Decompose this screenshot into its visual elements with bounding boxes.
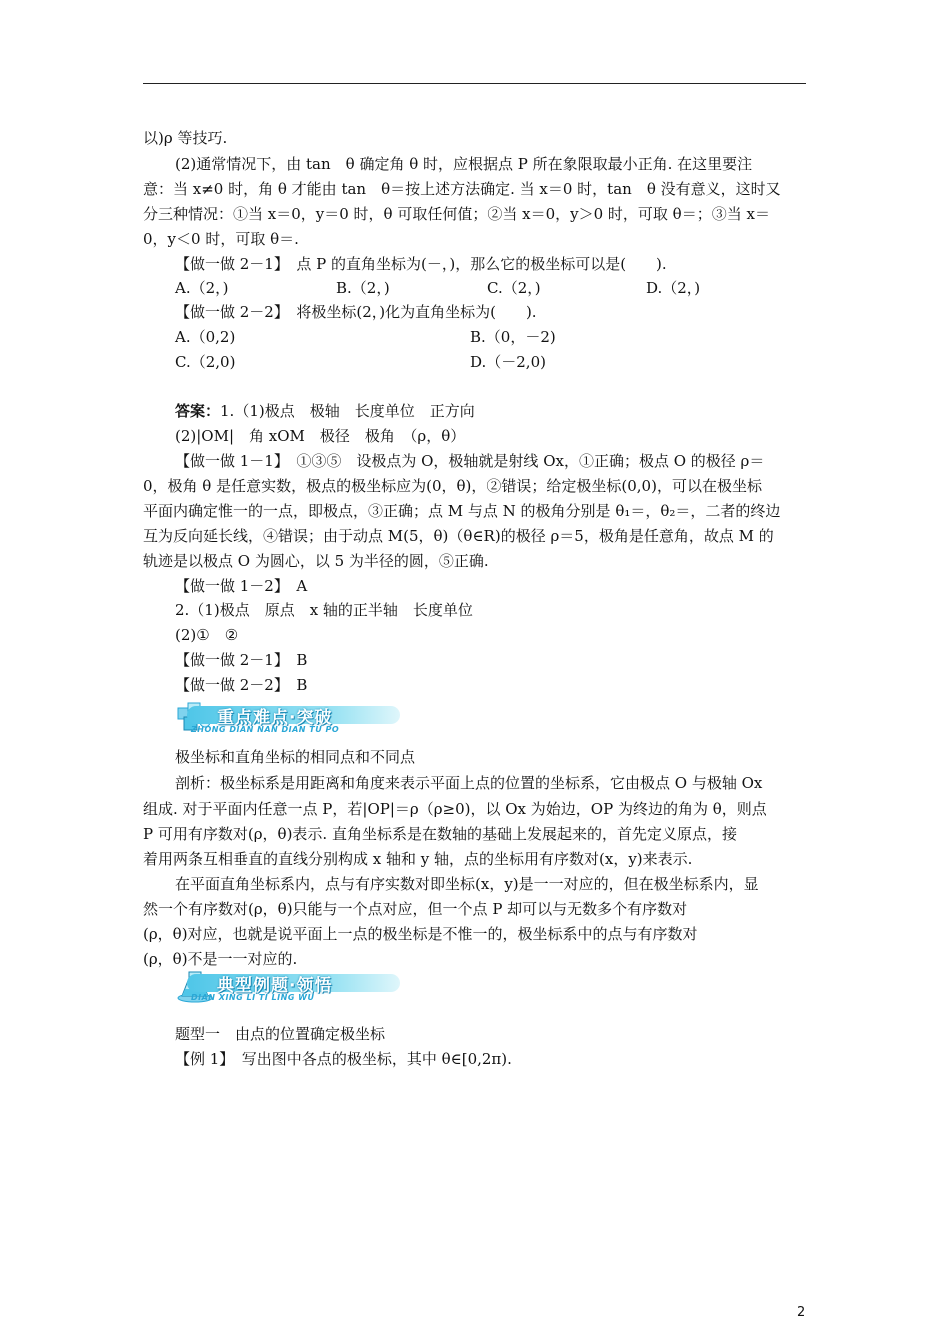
- option-d: D.（－2,0): [470, 353, 546, 371]
- text-line: 互为反向延长线，④错误；由于动点 M(5，θ)（θ∈R)的极径 ρ＝5，极角是任意角，故点 M 的: [143, 527, 774, 545]
- banner-subtitle: DIAN XING LI TI LING WU: [191, 993, 315, 1002]
- text-line: P 可用有序数对(ρ，θ)表示. 直角坐标系是在数轴的基础上发展起来的，首先定义原点，接: [143, 825, 737, 843]
- text-line: 【做一做 1－1】 ①③⑤ 设极点为 O，极轴就是射线 Ox，①正确；极点 O 的极径 ρ＝: [175, 452, 765, 470]
- text-line: 【做一做 1－2】 A: [175, 577, 308, 595]
- text-line: 在平面直角坐标系内，点与有序实数对即坐标(x，y)是一一对应的，但在极坐标系内，显: [175, 875, 759, 893]
- text-line: (ρ，θ)不是一一对应的.: [143, 950, 298, 968]
- text-line: 【做一做 2－2】 B: [175, 676, 308, 694]
- banner-title: 重点难点·突破: [217, 708, 333, 728]
- text-line: 然一个有序数对(ρ，θ)只能与一个点对应，但一个点 P 却可以与无数多个有序数对: [143, 900, 688, 918]
- option-c: C.（2,0): [175, 353, 236, 371]
- text-line: 2.（1)极点 原点 x 轴的正半轴 长度单位: [175, 601, 473, 619]
- option-a: A.（2，): [175, 279, 229, 297]
- text-line: 意：当 x≠0 时，角 θ 才能由 tan θ＝按上述方法确定. 当 x＝0 时，tan θ 没有意义，这时又: [143, 180, 781, 198]
- text-line: 剖析：极坐标系是用距离和角度来表示平面上点的位置的坐标系，它由极点 O 与极轴 Ox: [175, 774, 763, 792]
- answer-text: 1.（1)极点 极轴 长度单位 正方向: [220, 402, 475, 420]
- option-b: B.（0，－2): [470, 328, 556, 346]
- text-line: (2)① ②: [175, 626, 239, 644]
- option-c: C.（2，): [487, 279, 541, 297]
- text-line: 轨迹是以极点 O 为圆心，以 5 为半径的圆，⑤正确.: [143, 552, 489, 570]
- text-line: (2)通常情况下，由 tan θ 确定角 θ 时，应根据点 P 所在象限取最小正角. 在这里要注: [175, 155, 753, 173]
- text-line: (ρ，θ)对应，也就是说平面上一点的极坐标是不惟一的，极坐标系中的点与有序数对: [143, 925, 698, 943]
- question-type-heading: 题型一 由点的位置确定极坐标: [175, 1025, 386, 1043]
- banner-subtitle: ZHONG DIAN NAN DIAN TU PO: [191, 725, 340, 734]
- banner-title: 典型例题·领悟: [217, 976, 333, 996]
- option-d: D.（2，): [646, 279, 701, 297]
- header-rule: [143, 83, 806, 84]
- text-line: 分三种情况：①当 x＝0，y＝0 时，θ 可取任何值；②当 x＝0，y＞0 时，可取 θ＝；③当 x＝: [143, 205, 770, 223]
- text-line: (2)|OM| 角 xOM 极径 极角 （ρ，θ）: [175, 427, 466, 445]
- text-line: 以)ρ 等技巧.: [143, 129, 228, 147]
- option-a: A.（0,2): [175, 328, 236, 346]
- option-b: B.（2，): [336, 279, 390, 297]
- example-1: 【例 1】 写出图中各点的极坐标，其中 θ∈[0,2π).: [175, 1050, 512, 1068]
- section-banner-key-points: [175, 700, 400, 740]
- text-line: 着用两条互相垂直的直线分别构成 x 轴和 y 轴，点的坐标用有序数对(x，y)来表示.: [143, 850, 693, 868]
- section-heading: 极坐标和直角坐标的相同点和不同点: [175, 748, 416, 766]
- exercise-2-1: 【做一做 2－1】 点 P 的直角坐标为(－，)，那么它的极坐标可以是( ).: [175, 255, 667, 273]
- text-line: 平面内确定惟一的一点，即极点，③正确；点 M 与点 N 的极角分别是 θ₁＝，θ₂＝，二者的终边: [143, 502, 781, 520]
- text-line: 0，极角 θ 是任意实数，极点的极坐标应为(0，θ)，②错误；给定极坐标(0,0)，可以在极坐标: [143, 477, 762, 495]
- exercise-2-2: 【做一做 2－2】 将极坐标(2，)化为直角坐标为( ).: [175, 303, 537, 321]
- text-line: 0，y＜0 时，可取 θ＝.: [143, 230, 299, 248]
- text-line: 组成. 对于平面内任意一点 P，若|OP|＝ρ（ρ≥0)，以 Ox 为始边，OP 为终边的角为 θ，则点: [143, 800, 767, 818]
- page-number: 2: [797, 1305, 806, 1320]
- text-line: 【做一做 2－1】 B: [175, 651, 308, 669]
- answer-heading: [175, 402, 475, 421]
- answer-label: 答案：: [175, 402, 221, 420]
- section-banner-typical-examples: [175, 968, 400, 1008]
